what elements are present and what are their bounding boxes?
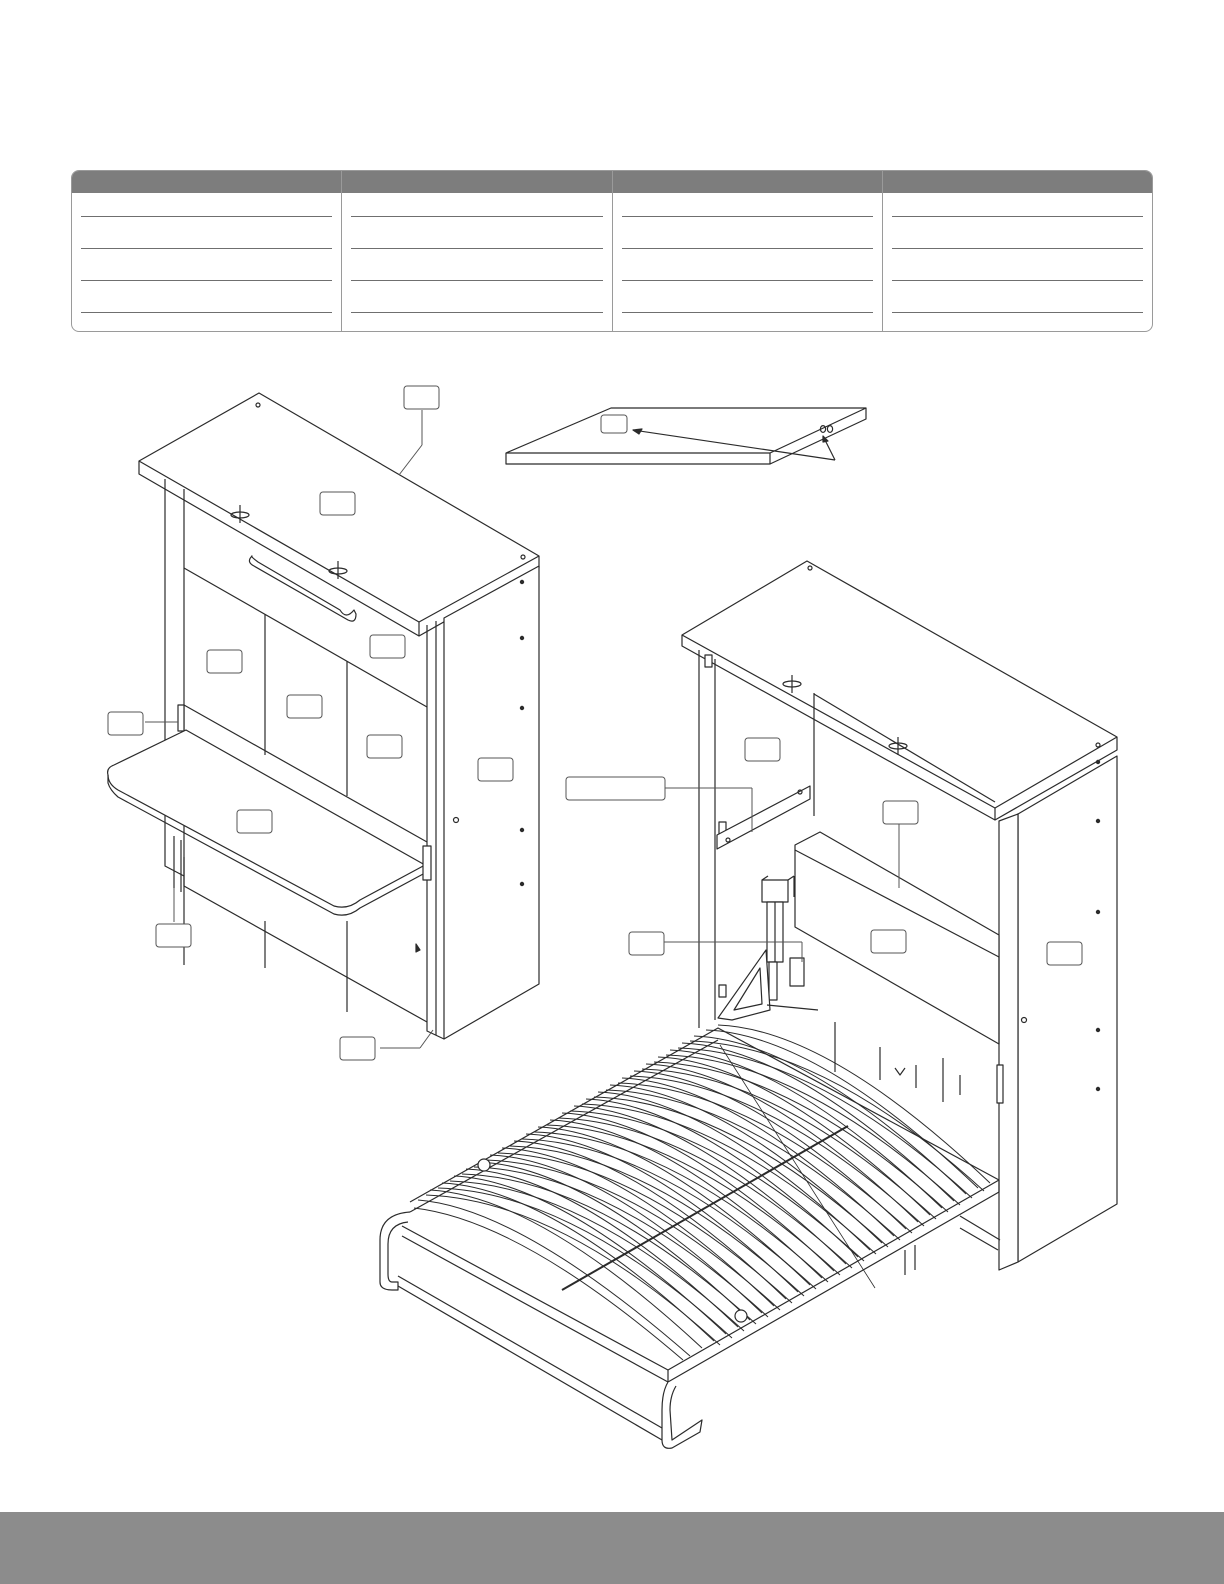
callout-box	[370, 635, 405, 658]
callout-box	[478, 758, 513, 781]
top-panel-illustration	[506, 408, 866, 464]
callout-box	[745, 738, 780, 761]
callout-box	[1047, 942, 1082, 965]
callout-box	[320, 492, 355, 515]
callout-box	[237, 810, 272, 833]
callout-box	[108, 712, 143, 735]
callout-box	[340, 1037, 375, 1060]
callout-box	[287, 695, 322, 718]
callout-box	[207, 650, 242, 673]
callout-box	[566, 777, 665, 800]
callout-box	[883, 801, 918, 824]
callout-box	[367, 735, 402, 758]
callout-box	[404, 386, 439, 409]
callout-box	[629, 932, 664, 955]
callout-box	[156, 924, 191, 947]
callout-box	[871, 930, 906, 953]
footer-band	[0, 1512, 1224, 1584]
bed-slats	[414, 1025, 990, 1360]
callout-box	[601, 415, 627, 433]
